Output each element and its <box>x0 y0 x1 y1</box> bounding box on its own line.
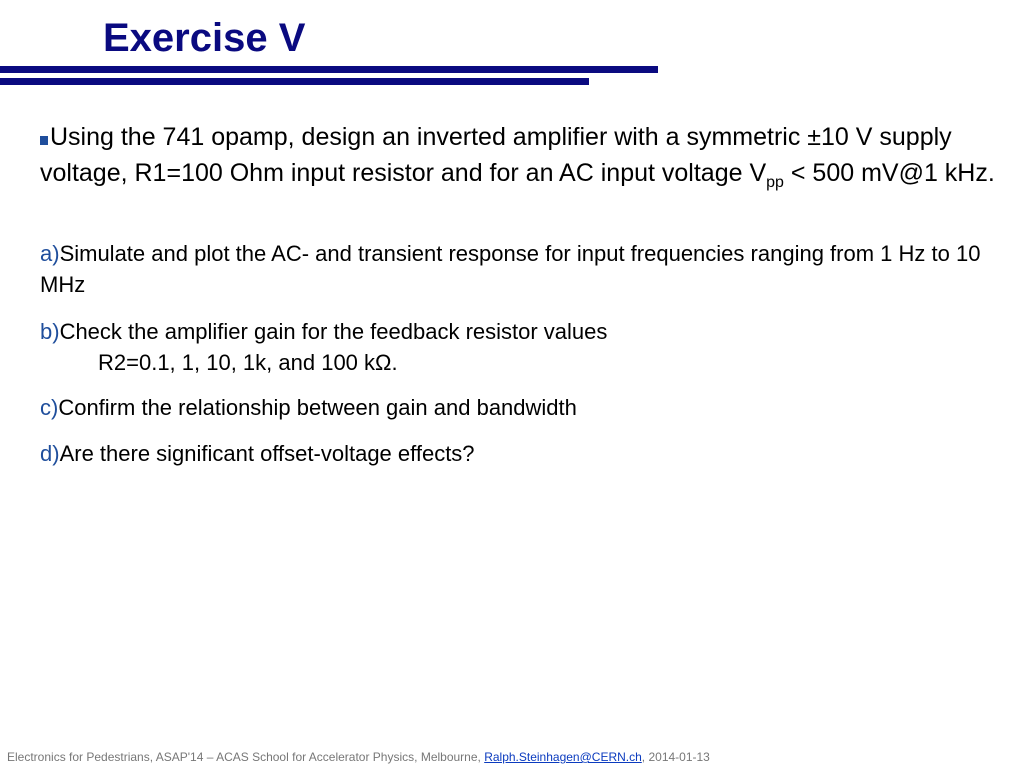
footer-text: Electronics for Pedestrians, ASAP'14 – ACAS School for Accelerator Physics, Melbourne, <box>7 750 485 764</box>
slide-footer <box>7 750 710 764</box>
title-rule-top <box>0 66 658 73</box>
list-item-b <box>40 316 1015 378</box>
list-item-c <box>40 392 1015 423</box>
intro-text-before: Using the 741 opamp, design an inverted amplifier with a symmetric ±10 V supply voltage, R1=100 Ohm input resistor and for an AC input voltage V <box>40 123 952 187</box>
footer-date: , 2014-01-13 <box>641 750 710 764</box>
bullet-square-icon <box>40 136 48 145</box>
footer-email-link[interactable]: Ralph.Steinhagen@CERN.ch <box>484 750 642 764</box>
title-rule-bottom <box>0 78 589 85</box>
slide-title: Exercise V <box>103 16 306 60</box>
list-item-a <box>40 238 1015 300</box>
list-letter-b: b) <box>40 319 60 344</box>
list-item-d <box>40 438 1015 469</box>
list-letter-c: c) <box>40 395 59 420</box>
list-text-b-continuation: R2=0.1, 1, 10, 1k, and 100 kΩ. <box>98 350 398 375</box>
intro-paragraph <box>40 119 1008 191</box>
intro-text-after: < 500 mV@1 kHz. <box>783 159 995 187</box>
list-text-d: Are there significant offset-voltage effects? <box>59 441 475 466</box>
list-text-a: Simulate and plot the AC- and transient response for input frequencies ranging from 1 Hz to 10 MHz <box>40 241 981 297</box>
list-text-c: Confirm the relationship between gain and bandwidth <box>58 395 577 420</box>
intro-subscript: pp <box>766 174 784 191</box>
list-letter-a: a) <box>40 241 60 266</box>
list-letter-d: d) <box>40 441 60 466</box>
list-text-b: Check the amplifier gain for the feedback resistor values <box>59 319 608 344</box>
